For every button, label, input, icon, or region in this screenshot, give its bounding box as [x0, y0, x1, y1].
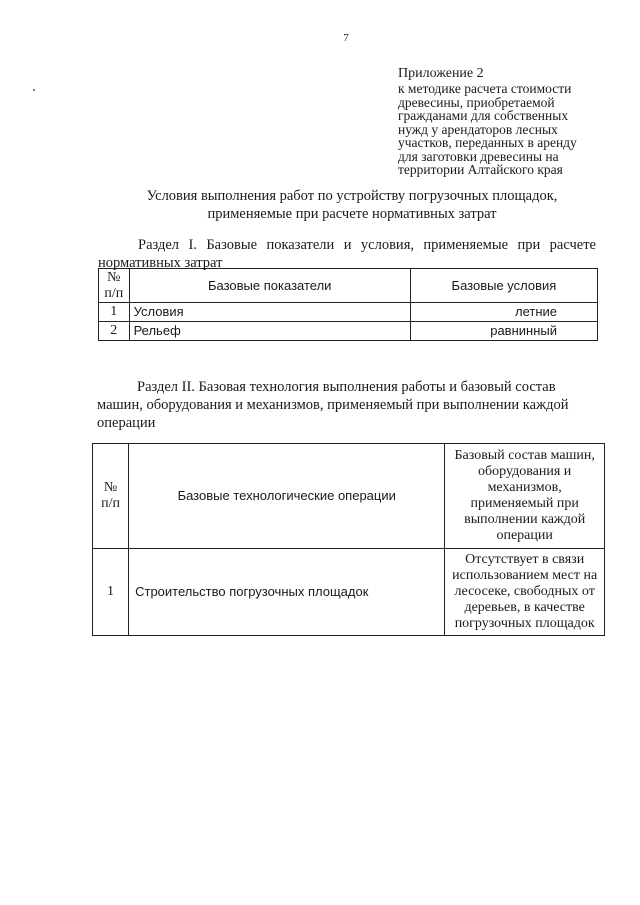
header-number — [99, 269, 130, 303]
appendix-line: участков, переданных в аренду — [398, 135, 577, 150]
row-machinery-line: Отсутствует в связи — [465, 552, 585, 567]
header-indicators: Базовые показатели — [129, 269, 410, 303]
row-machinery-line: лесосеке, свободных от — [454, 584, 595, 599]
section2-heading-line: операции — [97, 415, 156, 431]
table-row — [93, 549, 605, 636]
appendix-line: для заготовки древесины на — [398, 148, 559, 164]
header-number-line: п/п — [104, 285, 124, 301]
header-conditions: Базовые условия — [410, 269, 597, 303]
header-number-line: п/п — [101, 496, 120, 511]
title-line: Условия выполнения работ по устройству погрузочных площадок, — [146, 188, 558, 204]
section2-heading — [97, 378, 603, 432]
appendix-line: территории Алтайского края — [398, 162, 563, 177]
row-condition: равнинный — [410, 322, 597, 341]
appendix-line: нужд у арендаторов лесных — [398, 121, 558, 137]
row-number: 1 — [99, 303, 130, 322]
header-machinery-line: Базовый состав машин, — [454, 448, 595, 463]
appendix-block — [398, 66, 613, 177]
table-row — [99, 322, 598, 341]
header-machinery-line: применяемый при — [470, 496, 579, 511]
header-number — [93, 444, 129, 549]
appendix-line: к методике расчета стоимости — [398, 81, 572, 96]
base-technology-table — [92, 443, 605, 636]
row-condition: летние — [410, 303, 597, 322]
row-machinery-line: деревьев, в качестве — [464, 600, 585, 615]
table-header-row — [99, 269, 598, 303]
document-title — [92, 187, 612, 223]
row-machinery-line: погрузочных площадок — [454, 616, 595, 631]
row-machinery-line: использованием мест на — [452, 568, 598, 583]
header-operations: Базовые технологические операции — [129, 444, 445, 549]
section1-heading-line: Раздел I. Базовые показатели и условия, применяемые при расчете — [138, 237, 596, 253]
header-machinery-line: оборудования и — [478, 464, 572, 479]
stray-dot — [33, 89, 35, 91]
row-operation: Строительство погрузочных площадок — [129, 549, 445, 636]
header-number-line: № — [103, 480, 118, 495]
section1-heading — [98, 236, 596, 272]
table-row — [99, 303, 598, 322]
header-machinery — [445, 444, 605, 549]
header-number-line: № — [107, 269, 121, 285]
header-machinery-line: механизмов, — [487, 480, 562, 495]
header-machinery-line: операции — [496, 528, 553, 543]
appendix-line: древесины, приобретаемой — [398, 94, 555, 110]
base-indicators-table — [98, 268, 598, 341]
row-number: 2 — [99, 322, 130, 341]
row-indicator: Рельеф — [129, 322, 410, 341]
page-number: 7 — [343, 32, 349, 44]
header-machinery-line: выполнении каждой — [464, 512, 586, 527]
title-line: применяемые при расчете нормативных затрат — [207, 206, 497, 222]
table-header-row — [93, 444, 605, 549]
section2-heading-line: машин, оборудования и механизмов, применяемый при выполнении каждой — [97, 397, 569, 413]
section1-heading-line: нормативных затрат — [98, 255, 223, 271]
row-indicator: Условия — [129, 303, 410, 322]
appendix-line: гражданами для собственных — [398, 108, 569, 123]
section2-heading-line: Раздел II. Базовая технология выполнения работы и базовый состав — [137, 379, 556, 395]
appendix-heading: Приложение 2 — [398, 66, 484, 81]
row-machinery — [445, 549, 605, 636]
row-number: 1 — [93, 549, 129, 636]
